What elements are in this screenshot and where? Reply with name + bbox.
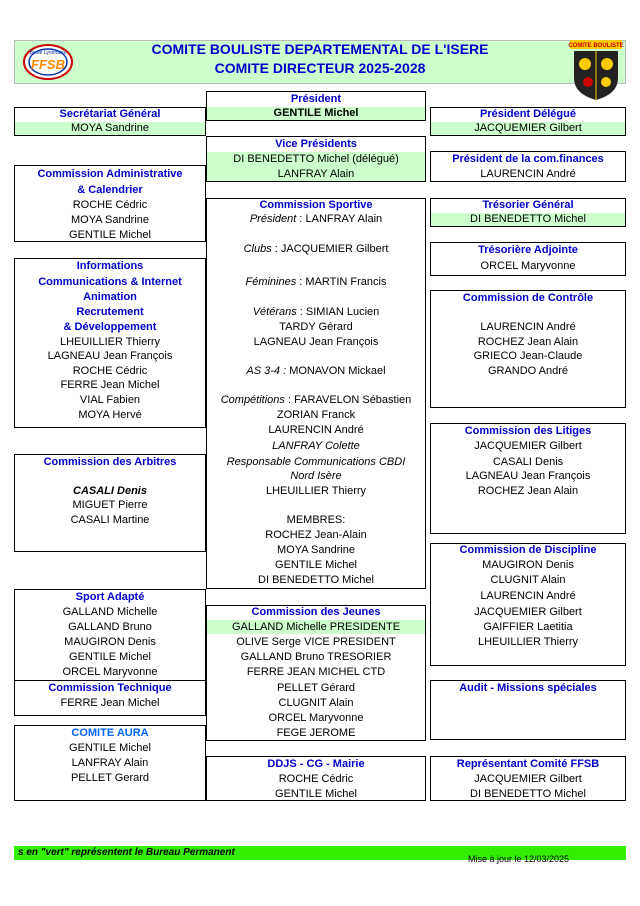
footer-note: s en "vert" représentent le Bureau Permanent [18,847,235,858]
ffsb-title: Représentant Comité FFSB [456,758,600,770]
list-item: FERRE JEAN MICHEL CTD [246,666,386,678]
vice-presidents-title: Vice Présidents [275,138,357,150]
ffsb-logo [18,42,76,82]
sportive-feminines: Féminines : MARTIN Francis [245,276,387,288]
tresorier-title: Trésorier Général [482,199,574,211]
finances-title: Président de la com.finances [452,153,604,165]
svg-text:COMITE BOULISTE: COMITE BOULISTE [568,43,624,49]
list-item: GENTILE Michel [275,788,357,800]
membres-label: MEMBRES: [286,514,346,526]
list-item: DI BENEDETTO Michel [258,574,374,586]
list-item: MOYA Sandrine [70,214,150,226]
list-item: LANFRAY Alain [71,757,149,769]
arbitres-president: CASALI Denis [73,485,147,497]
president-name: GENTILE Michel [273,107,359,119]
commission-admin-title: Commission Administrative [37,168,183,180]
list-item: GALLAND Michelle PRESIDENTE [231,621,401,633]
list-item: PELLET Gerard [70,772,150,784]
pres-delegue-title: Président Délégué [480,108,576,120]
list-item: CLUGNIT Alain [490,574,566,586]
list-item: FERRE Jean Michel [60,379,160,391]
list-item: FEGE JEROME [276,727,356,739]
list-item: CASALI Martine [70,514,150,526]
list-item: MIGUET Pierre [72,499,148,511]
list-item: ORCEL Maryvonne [480,260,576,272]
list-item: LHEUILLIER Thierry [477,636,579,648]
list-item: ROCHE Cédric [72,365,148,377]
tresoriere-adj-title: Trésorière Adjointe [478,244,578,256]
list-item: GALLAND Michelle [62,606,158,618]
list-item: DI BENEDETTO Michel [470,788,586,800]
litiges-title: Commission des Litiges [464,425,592,437]
list-item: LANFRAY Colette [272,440,360,452]
sportive-title: Commission Sportive [259,199,373,211]
list-item: FERRE Jean Michel [60,697,160,709]
list-item: JACQUEMIER Gilbert [474,606,582,618]
list-item: MOYA Sandrine [276,544,356,556]
resp-communications-zone: Nord Isère [290,470,342,482]
comite-bouliste-logo [566,40,626,102]
list-item: LAURENCIN André [480,168,576,180]
list-item: GENTILE Michel [69,229,151,241]
list-item: JACQUEMIER Gilbert [474,122,582,134]
audit-title: Audit - Missions spéciales [459,682,597,694]
sportive-veterans: Vétérans : SIMIAN Lucien [252,306,380,318]
list-item: ROCHE Cédric [72,199,148,211]
list-item: GALLAND Bruno [68,621,152,633]
informations-title: Communications & Internet [38,276,182,288]
informations-title: & Développement [63,321,157,333]
ddjs-title: DDJS - CG - Mairie [267,758,365,770]
svg-text:Boule Lyonnaise: Boule Lyonnaise [29,50,67,56]
arbitres-title: Commission des Arbitres [43,456,177,468]
informations-title: Informations [76,260,144,272]
list-item: ROCHE Cédric [278,773,354,785]
list-item: ORCEL Maryvonne [268,712,364,724]
resp-communications: Responsable Communications CBDI [226,456,406,468]
page-subtitle: COMITE DIRECTEUR 2025-2028 [214,60,426,76]
list-item: JACQUEMIER Gilbert [474,440,582,452]
list-item: LAGNEAU Jean François [47,350,173,362]
list-item: DI BENEDETTO Michel [470,213,586,225]
svg-text:FFSB: FFSB [31,57,65,72]
secretariat-title: Secrétariat Général [59,108,161,120]
update-date: Mise à jour le 12/03/2025 [468,854,570,864]
list-item: LAGNEAU Jean François [253,336,379,348]
list-item: GENTILE Michel [69,742,151,754]
list-item: DI BENEDETTO Michel (délégué) [233,153,399,165]
aura-title: COMITE AURA [71,727,149,739]
list-item: ZORIAN Franck [276,409,356,421]
list-item: CASALI Denis [492,456,564,468]
list-item: VIAL Fabien [79,394,141,406]
list-item: GENTILE Michel [69,651,151,663]
list-item: CLUGNIT Alain [278,697,354,709]
list-item: LAURENCIN André [480,321,576,333]
sportive-president: Président : LANFRAY Alain [249,213,383,225]
jeunes-title: Commission des Jeunes [251,606,381,618]
list-item: ORCEL Maryvonne [62,666,158,678]
informations-title: Animation [83,291,137,303]
list-item: MAUGIRON Denis [64,636,156,648]
list-item: LHEUILLIER Thierry [59,336,161,348]
list-item: ROCHEZ Jean Alain [477,485,579,497]
discipline-title: Commission de Discipline [459,544,597,556]
sportive-clubs: Clubs : JACQUEMIER Gilbert [243,243,389,255]
page-title: COMITE BOULISTE DEPARTEMENTAL DE L'ISERE [151,41,489,57]
sportive-as34: AS 3-4 : MONAVON Mickael [246,365,386,377]
list-item: LAURENCIN André [480,590,576,602]
list-item: ROCHEZ Jean Alain [477,336,579,348]
list-item: PELLET Gérard [276,682,356,694]
list-item: TARDY Gérard [279,321,353,333]
informations-title: Recrutement [76,306,144,318]
list-item: ROCHEZ Jean-Alain [265,529,367,541]
list-item: MAUGIRON Denis [482,559,574,571]
list-item: LAURENCIN André [268,424,364,436]
technique-title: Commission Technique [48,682,172,694]
controle-title: Commission de Contrôle [462,292,594,304]
list-item: OLIVE Serge VICE PRESIDENT [236,636,396,648]
list-item: GAIFFIER Laetitia [483,621,573,633]
list-item: GRANDO André [487,365,569,377]
sport-adapte-title: Sport Adapté [75,591,145,603]
list-item: LAGNEAU Jean François [465,470,591,482]
list-item: GALLAND Bruno TRESORIER [240,651,392,663]
list-item: LANFRAY Alain [277,168,355,180]
list-item: MOYA Hervé [78,409,142,421]
secretariat-name: MOYA Sandrine [70,122,150,134]
list-item: JACQUEMIER Gilbert [474,773,582,785]
list-item: LHEUILLIER Thierry [265,485,367,497]
list-item: GENTILE Michel [275,559,357,571]
president-title: Président [290,93,342,105]
list-item: GRIECO Jean-Claude [473,350,583,362]
sportive-competitions: Compétitions : FARAVELON Sébastien [220,394,412,406]
commission-admin-subtitle: & Calendrier [77,184,143,196]
